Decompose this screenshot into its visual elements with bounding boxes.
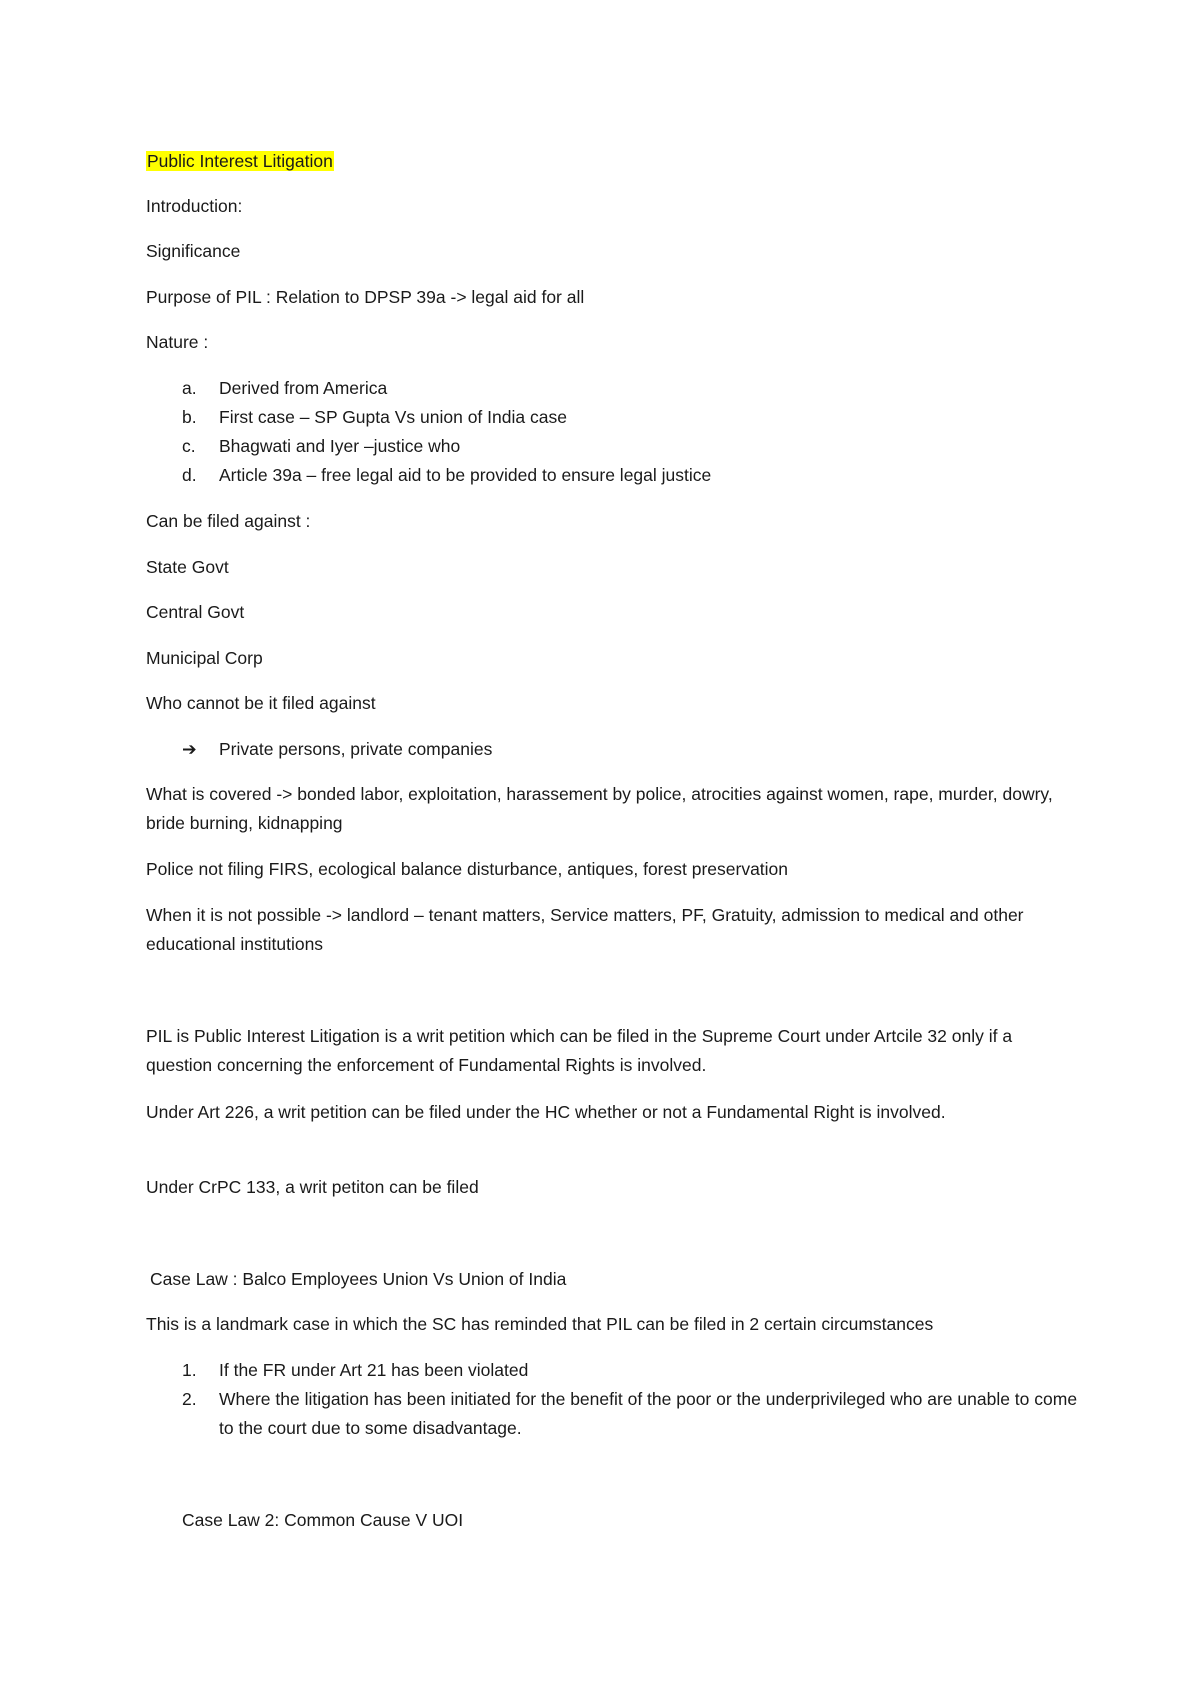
list-item-text: Private persons, private companies [219, 739, 493, 759]
case-law-1-heading: Case Law : Balco Employees Union Vs Union of India [150, 1269, 567, 1289]
filed-against-item: State Govt [146, 557, 229, 577]
filed-against-heading: Can be filed against : [146, 511, 311, 531]
landmark-paragraph: This is a landmark case in which the SC has reminded that PIL can be filed in 2 certain circumstances [146, 1314, 934, 1334]
not-possible-paragraph: When it is not possible -> landlord – tenant matters, Service matters, PF, Gratuity, admission to medical and other educational institutions [146, 905, 1024, 954]
document-title [146, 147, 334, 176]
nature-heading: Nature : [146, 332, 209, 352]
art226-paragraph: Under Art 226, a writ petition can be filed under the HC whether or not a Fundamental Right is involved. [146, 1102, 946, 1122]
list-marker: 1. [182, 1360, 197, 1380]
list-marker: d. [182, 465, 197, 485]
list-item-text: Bhagwati and Iyer –justice who [219, 436, 461, 456]
filed-against-item: Municipal Corp [146, 648, 263, 668]
police-paragraph: Police not filing FIRS, ecological balance disturbance, antiques, forest preservation [146, 859, 789, 879]
introduction-heading: Introduction: [146, 196, 243, 216]
case-law-2-heading: Case Law 2: Common Cause V UOI [182, 1510, 464, 1530]
crpc-paragraph: Under CrPC 133, a writ petiton can be filed [146, 1177, 479, 1197]
list-item-text: Article 39a – free legal aid to be provided to ensure legal justice [219, 465, 712, 485]
cannot-file-heading: Who cannot be it filed against [146, 693, 376, 713]
list-item-text: If the FR under Art 21 has been violated [219, 1360, 529, 1380]
significance-heading: Significance [146, 241, 241, 261]
title-highlight: Public Interest Litigation [147, 151, 333, 171]
list-marker: b. [182, 407, 197, 427]
pil-definition-paragraph: PIL is Public Interest Litigation is a writ petition which can be filed in the Supreme Court under Artcile 32 only if a question concerning the enforcement of Fundamental Rights is involved. [146, 1026, 1013, 1075]
list-marker: c. [182, 436, 196, 456]
list-item-text: Derived from America [219, 378, 388, 398]
arrow-right-icon: ➔ [182, 739, 197, 759]
filed-against-item: Central Govt [146, 602, 245, 622]
purpose-line: Purpose of PIL : Relation to DPSP 39a -> legal aid for all [146, 287, 585, 307]
list-marker: a. [182, 378, 197, 398]
covered-paragraph: What is covered -> bonded labor, exploitation, harassement by police, atrocities against women, rape, murder, dowry, bride burning, kidnapping [146, 784, 1053, 833]
list-item-text: First case – SP Gupta Vs union of India case [219, 407, 567, 427]
list-item-text: Where the litigation has been initiated for the benefit of the poor or the underprivileged who are unable to come to the court due to some disadvantage. [219, 1389, 1078, 1438]
list-marker: 2. [182, 1389, 197, 1409]
